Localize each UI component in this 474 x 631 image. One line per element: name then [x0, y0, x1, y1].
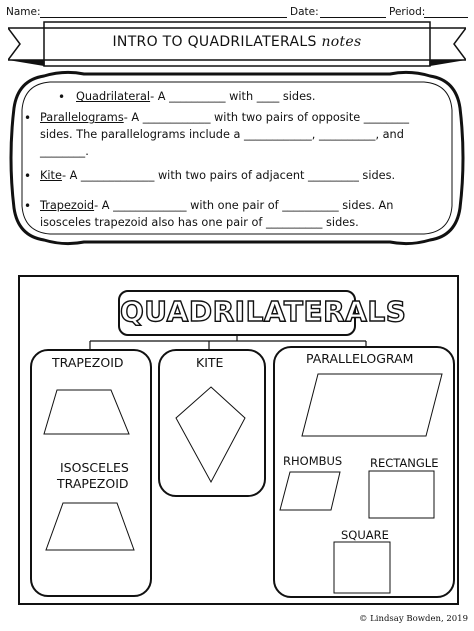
note-line: sides. The parallelograms include a ____________, __________, and: [40, 128, 404, 141]
banner-title-main: INTRO TO QUADRILATERALS: [112, 34, 317, 50]
parallelogram-shape: [302, 374, 442, 436]
copyright: © Lindsay Bowden, 2019: [358, 614, 468, 624]
square-label: SQUARE: [341, 528, 389, 542]
isosceles-trapezoid-label: TRAPEZOID: [57, 476, 129, 491]
parallelogram-label: PARALLELOGRAM: [306, 351, 414, 366]
period-label: Period:: [389, 6, 426, 18]
rectangle-label: RECTANGLE: [370, 456, 439, 470]
rectangle-shape: [369, 471, 434, 518]
banner-title-notes: notes: [321, 34, 362, 50]
rhombus-shape: [280, 472, 340, 510]
bullet: •: [24, 111, 32, 125]
isosceles-label: ISOSCELES: [60, 460, 129, 475]
bullet: •: [58, 90, 66, 104]
note-line: - A _____________ with one pair of __________ sides. An: [94, 199, 394, 212]
trapezoid-shape: [44, 390, 129, 434]
note-line: - A ____________ with two pairs of opposite ________: [123, 111, 409, 124]
bullet: •: [24, 199, 32, 213]
trapezoid-label: TRAPEZOID: [52, 355, 124, 370]
note-line: isosceles trapezoid also has one pair of __________ sides.: [40, 216, 359, 229]
term-trapezoid: Trapezoid: [40, 199, 95, 212]
note-line: - A _____________ with two pairs of adjacent _________ sides.: [61, 169, 396, 182]
note-line: - A __________ with ____ sides.: [150, 90, 316, 103]
square-shape: [334, 542, 390, 593]
term-parallelograms: Parallelograms: [40, 111, 124, 124]
term-quadrilateral: Quadrilateral: [76, 90, 151, 103]
diagram-title: QUADRILATERALS: [120, 295, 407, 328]
bullet: •: [24, 169, 32, 183]
name-label: Name:: [6, 6, 41, 18]
note-line: ________.: [40, 145, 89, 158]
date-label: Date:: [290, 6, 319, 18]
kite-shape: [176, 387, 245, 482]
isosceles-trapezoid-shape: [46, 503, 134, 550]
kite-label: KITE: [196, 355, 224, 370]
rhombus-label: RHOMBUS: [283, 454, 343, 468]
term-kite: Kite: [40, 169, 62, 182]
